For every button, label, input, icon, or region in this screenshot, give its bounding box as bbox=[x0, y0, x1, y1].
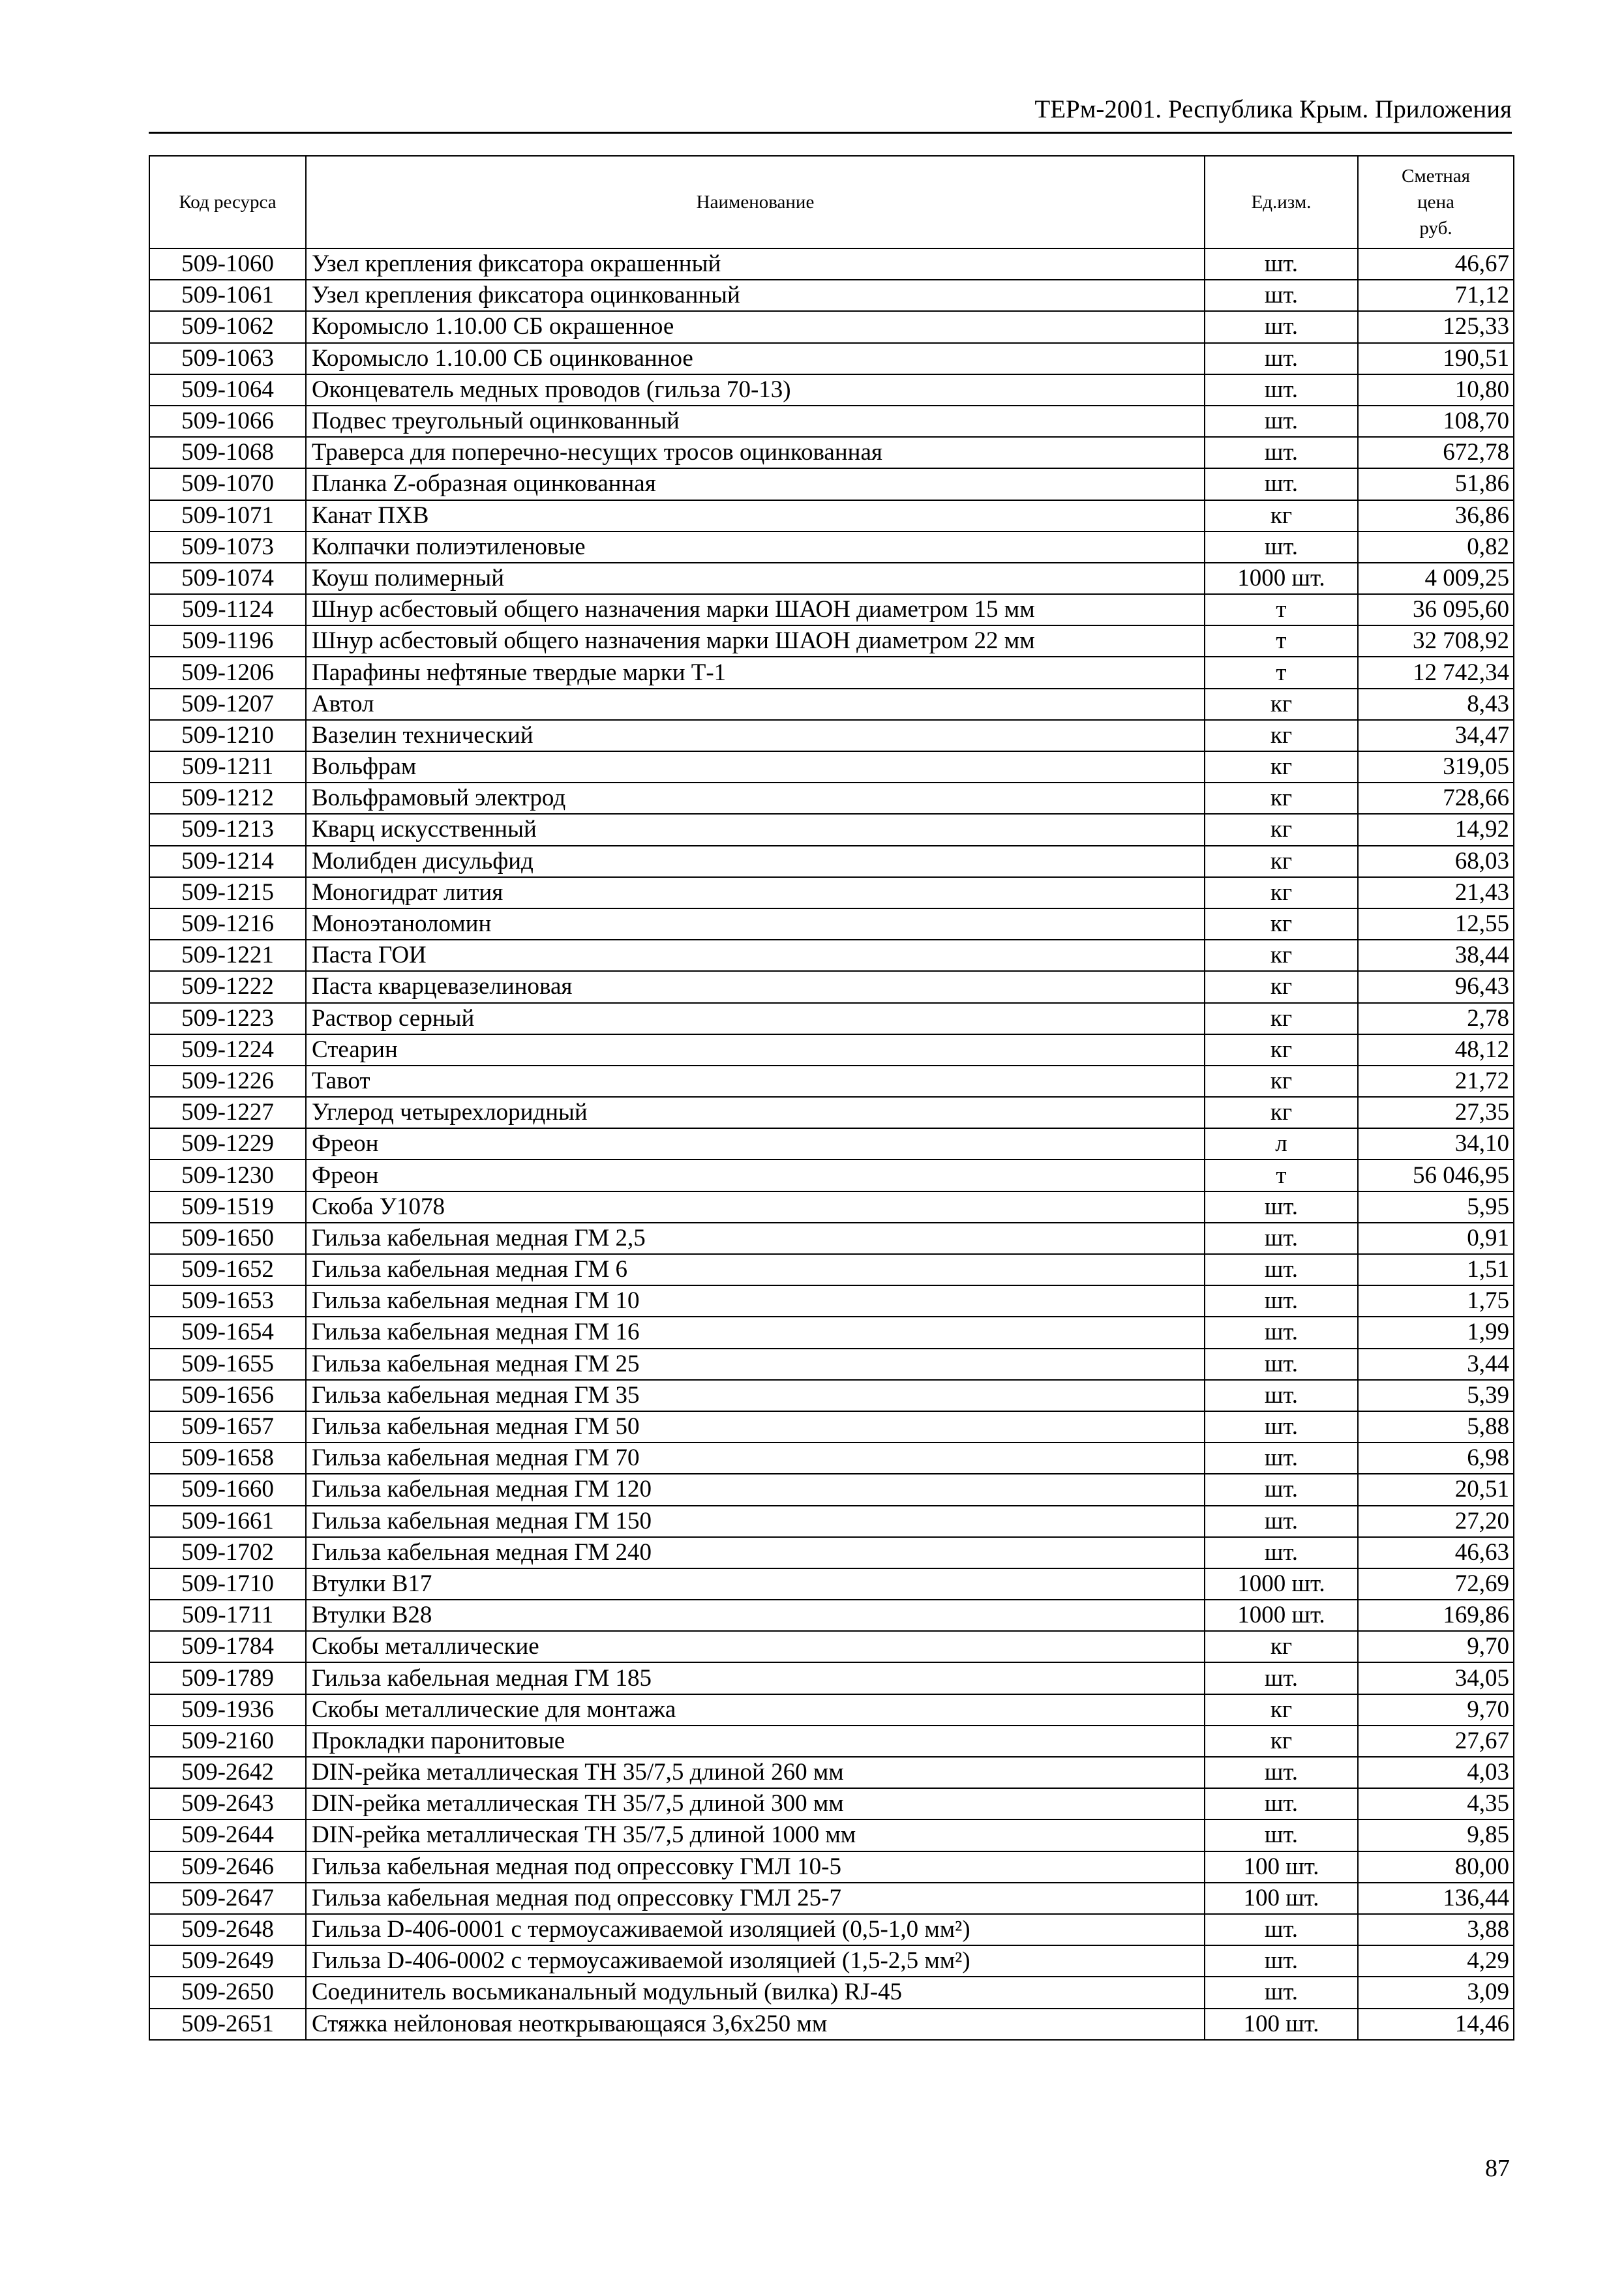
table-row bbox=[149, 940, 1514, 971]
price-cell: 27,67 bbox=[1358, 1726, 1514, 1757]
price-cell: 3,44 bbox=[1358, 1349, 1514, 1380]
item-name-cell: Гильза кабельная медная ГМ 150 bbox=[306, 1506, 1205, 1537]
table-row bbox=[149, 500, 1514, 531]
unit-cell: 100 шт. bbox=[1205, 1851, 1358, 1883]
table-row bbox=[149, 594, 1514, 625]
price-cell: 14,46 bbox=[1358, 2009, 1514, 2040]
price-cell: 4,35 bbox=[1358, 1788, 1514, 1819]
table-row bbox=[149, 1819, 1514, 1851]
resource-code-cell: 509-1070 bbox=[149, 468, 306, 500]
item-name-cell: DIN-рейка металлическая ТН 35/7,5 длиной 1000 мм bbox=[306, 1819, 1205, 1851]
price-cell: 71,12 bbox=[1358, 280, 1514, 311]
table-row bbox=[149, 908, 1514, 940]
unit-cell: шт. bbox=[1205, 1819, 1358, 1851]
unit-cell: л bbox=[1205, 1128, 1358, 1159]
item-name-cell: Шнур асбестовый общего назначения марки ШАОН диаметром 15 мм bbox=[306, 594, 1205, 625]
resource-code-cell: 509-1519 bbox=[149, 1191, 306, 1223]
unit-cell: т bbox=[1205, 657, 1358, 688]
resource-code-cell: 509-1196 bbox=[149, 625, 306, 657]
item-name-cell: DIN-рейка металлическая ТН 35/7,5 длиной 300 мм bbox=[306, 1788, 1205, 1819]
item-name-cell: Стяжка нейлоновая неоткрывающаяся 3,6x250 мм bbox=[306, 2009, 1205, 2040]
resource-code-cell: 509-2643 bbox=[149, 1788, 306, 1819]
item-name-cell: Гильза кабельная медная ГМ 10 bbox=[306, 1285, 1205, 1317]
unit-cell: 100 шт. bbox=[1205, 2009, 1358, 2040]
resource-code-cell: 509-1212 bbox=[149, 783, 306, 814]
price-cell: 108,70 bbox=[1358, 406, 1514, 437]
unit-cell: шт. bbox=[1205, 1788, 1358, 1819]
table-body bbox=[149, 248, 1514, 2040]
item-name-cell: Коромысло 1.10.00 СБ окрашенное bbox=[306, 311, 1205, 342]
resource-code-cell: 509-1655 bbox=[149, 1349, 306, 1380]
item-name-cell: Подвес треугольный оцинкованный bbox=[306, 406, 1205, 437]
unit-cell: кг bbox=[1205, 1003, 1358, 1034]
unit-cell: шт. bbox=[1205, 1977, 1358, 2008]
table-row bbox=[149, 248, 1514, 280]
unit-cell: кг bbox=[1205, 1631, 1358, 1662]
price-cell: 46,63 bbox=[1358, 1537, 1514, 1568]
resource-code-cell: 509-1653 bbox=[149, 1285, 306, 1317]
price-cell: 48,12 bbox=[1358, 1034, 1514, 1066]
resource-code-cell: 509-1061 bbox=[149, 280, 306, 311]
price-cell: 96,43 bbox=[1358, 971, 1514, 1002]
resource-code-cell: 509-1702 bbox=[149, 1537, 306, 1568]
unit-cell: шт. bbox=[1205, 1349, 1358, 1380]
price-cell: 36,86 bbox=[1358, 500, 1514, 531]
table-row bbox=[149, 437, 1514, 468]
resource-code-cell: 509-1654 bbox=[149, 1317, 306, 1348]
table-row bbox=[149, 468, 1514, 500]
table-row bbox=[149, 2009, 1514, 2040]
item-name-cell: Прокладки паронитовые bbox=[306, 1726, 1205, 1757]
unit-cell: кг bbox=[1205, 720, 1358, 751]
table-row bbox=[149, 1128, 1514, 1159]
item-name-cell: Гильза кабельная медная под опрессовку ГМЛ 10-5 bbox=[306, 1851, 1205, 1883]
unit-cell: шт. bbox=[1205, 437, 1358, 468]
price-cell: 0,91 bbox=[1358, 1223, 1514, 1254]
table-row bbox=[149, 720, 1514, 751]
table-row bbox=[149, 1159, 1514, 1191]
resource-code-cell: 509-1215 bbox=[149, 877, 306, 908]
resource-code-cell: 509-2642 bbox=[149, 1757, 306, 1788]
unit-cell: шт. bbox=[1205, 248, 1358, 280]
item-name-cell: Гильза кабельная медная под опрессовку ГМЛ 25-7 bbox=[306, 1883, 1205, 1914]
item-name-cell: Раствор серный bbox=[306, 1003, 1205, 1034]
item-name-cell: Гильза кабельная медная ГМ 50 bbox=[306, 1411, 1205, 1443]
unit-cell: шт. bbox=[1205, 374, 1358, 406]
table-row bbox=[149, 1349, 1514, 1380]
price-cell: 34,05 bbox=[1358, 1662, 1514, 1694]
resource-code-cell: 509-2651 bbox=[149, 2009, 306, 2040]
table-row bbox=[149, 531, 1514, 563]
price-cell: 14,92 bbox=[1358, 814, 1514, 845]
unit-cell: кг bbox=[1205, 940, 1358, 971]
price-cell: 10,80 bbox=[1358, 374, 1514, 406]
table-row bbox=[149, 1977, 1514, 2008]
item-name-cell: Гильза кабельная медная ГМ 120 bbox=[306, 1474, 1205, 1505]
price-cell: 125,33 bbox=[1358, 311, 1514, 342]
column-header-code: Код ресурса bbox=[149, 156, 306, 248]
price-cell: 4,03 bbox=[1358, 1757, 1514, 1788]
table-row bbox=[149, 1506, 1514, 1537]
unit-cell: кг bbox=[1205, 689, 1358, 720]
resource-code-cell: 509-1789 bbox=[149, 1662, 306, 1694]
table-row bbox=[149, 1254, 1514, 1285]
resource-code-cell: 509-1222 bbox=[149, 971, 306, 1002]
resource-code-cell: 509-1213 bbox=[149, 814, 306, 845]
item-name-cell: Узел крепления фиксатора оцинкованный bbox=[306, 280, 1205, 311]
item-name-cell: Моногидрат лития bbox=[306, 877, 1205, 908]
resource-code-cell: 509-2647 bbox=[149, 1883, 306, 1914]
price-cell: 3,09 bbox=[1358, 1977, 1514, 2008]
unit-cell: шт. bbox=[1205, 311, 1358, 342]
price-table bbox=[149, 155, 1514, 2041]
price-cell: 9,70 bbox=[1358, 1694, 1514, 1726]
unit-cell: шт. bbox=[1205, 1945, 1358, 1977]
unit-cell: 1000 шт. bbox=[1205, 563, 1358, 594]
resource-code-cell: 509-1652 bbox=[149, 1254, 306, 1285]
item-name-cell: Вольфрамовый электрод bbox=[306, 783, 1205, 814]
table-row bbox=[149, 689, 1514, 720]
table-row bbox=[149, 1600, 1514, 1631]
price-cell: 72,69 bbox=[1358, 1568, 1514, 1600]
item-name-cell: Гильза кабельная медная ГМ 6 bbox=[306, 1254, 1205, 1285]
column-header-name: Наименование bbox=[306, 156, 1205, 248]
item-name-cell: Гильза D-406-0002 с термоусаживаемой изоляцией (1,5-2,5 мм²) bbox=[306, 1945, 1205, 1977]
price-cell: 21,43 bbox=[1358, 877, 1514, 908]
price-cell: 2,78 bbox=[1358, 1003, 1514, 1034]
price-cell: 136,44 bbox=[1358, 1883, 1514, 1914]
table-row bbox=[149, 1537, 1514, 1568]
table-row bbox=[149, 1097, 1514, 1128]
price-cell: 27,35 bbox=[1358, 1097, 1514, 1128]
table-row bbox=[149, 1066, 1514, 1097]
unit-cell: шт. bbox=[1205, 1537, 1358, 1568]
unit-cell: кг bbox=[1205, 751, 1358, 783]
price-cell: 5,39 bbox=[1358, 1380, 1514, 1411]
table-row bbox=[149, 311, 1514, 342]
resource-code-cell: 509-1710 bbox=[149, 1568, 306, 1600]
table-row bbox=[149, 1568, 1514, 1600]
resource-code-cell: 509-1657 bbox=[149, 1411, 306, 1443]
table-row bbox=[149, 1474, 1514, 1505]
resource-code-cell: 509-1210 bbox=[149, 720, 306, 751]
table-row bbox=[149, 814, 1514, 845]
price-cell: 46,67 bbox=[1358, 248, 1514, 280]
price-cell: 21,72 bbox=[1358, 1066, 1514, 1097]
table-row bbox=[149, 563, 1514, 594]
unit-cell: т bbox=[1205, 594, 1358, 625]
unit-cell: шт. bbox=[1205, 1411, 1358, 1443]
unit-cell: 1000 шт. bbox=[1205, 1600, 1358, 1631]
price-cell: 56 046,95 bbox=[1358, 1159, 1514, 1191]
item-name-cell: Узел крепления фиксатора окрашенный bbox=[306, 248, 1205, 280]
price-cell: 728,66 bbox=[1358, 783, 1514, 814]
unit-cell: 1000 шт. bbox=[1205, 1568, 1358, 1600]
item-name-cell: DIN-рейка металлическая ТН 35/7,5 длиной 260 мм bbox=[306, 1757, 1205, 1788]
item-name-cell: Шнур асбестовый общего назначения марки ШАОН диаметром 22 мм bbox=[306, 625, 1205, 657]
price-cell: 68,03 bbox=[1358, 846, 1514, 877]
table-row bbox=[149, 1191, 1514, 1223]
unit-cell: кг bbox=[1205, 908, 1358, 940]
price-cell: 4,29 bbox=[1358, 1945, 1514, 1977]
resource-code-cell: 509-1656 bbox=[149, 1380, 306, 1411]
price-header-line-2: цена bbox=[1417, 192, 1454, 213]
item-name-cell: Моноэтаноломин bbox=[306, 908, 1205, 940]
unit-cell: шт. bbox=[1205, 1285, 1358, 1317]
item-name-cell: Оконцеватель медных проводов (гильза 70-13) bbox=[306, 374, 1205, 406]
price-cell: 5,95 bbox=[1358, 1191, 1514, 1223]
page-number: 87 bbox=[1485, 2155, 1510, 2182]
price-cell: 1,99 bbox=[1358, 1317, 1514, 1348]
resource-code-cell: 509-2644 bbox=[149, 1819, 306, 1851]
unit-cell: шт. bbox=[1205, 1191, 1358, 1223]
resource-code-cell: 509-1124 bbox=[149, 594, 306, 625]
price-header-line-3: руб. bbox=[1419, 218, 1452, 239]
table-row bbox=[149, 343, 1514, 374]
unit-cell: шт. bbox=[1205, 531, 1358, 563]
table-row bbox=[149, 625, 1514, 657]
resource-code-cell: 509-1784 bbox=[149, 1631, 306, 1662]
item-name-cell: Углерод четырехлоридный bbox=[306, 1097, 1205, 1128]
resource-code-cell: 509-2649 bbox=[149, 1945, 306, 1977]
resource-code-cell: 509-1227 bbox=[149, 1097, 306, 1128]
item-name-cell: Тавот bbox=[306, 1066, 1205, 1097]
item-name-cell: Гильза кабельная медная ГМ 240 bbox=[306, 1537, 1205, 1568]
table-row bbox=[149, 1380, 1514, 1411]
item-name-cell: Кварц искусственный bbox=[306, 814, 1205, 845]
item-name-cell: Коромысло 1.10.00 СБ оцинкованное bbox=[306, 343, 1205, 374]
item-name-cell: Паста ГОИ bbox=[306, 940, 1205, 971]
unit-cell: шт. bbox=[1205, 1317, 1358, 1348]
table-row bbox=[149, 846, 1514, 877]
table-row bbox=[149, 1851, 1514, 1883]
table-row bbox=[149, 280, 1514, 311]
unit-cell: шт. bbox=[1205, 468, 1358, 500]
table-row bbox=[149, 1223, 1514, 1254]
item-name-cell: Парафины нефтяные твердые марки Т-1 bbox=[306, 657, 1205, 688]
unit-cell: т bbox=[1205, 625, 1358, 657]
price-cell: 4 009,25 bbox=[1358, 563, 1514, 594]
resource-code-cell: 509-1207 bbox=[149, 689, 306, 720]
unit-cell: шт. bbox=[1205, 280, 1358, 311]
unit-cell: кг bbox=[1205, 1034, 1358, 1066]
table-row bbox=[149, 1788, 1514, 1819]
resource-code-cell: 509-1658 bbox=[149, 1443, 306, 1474]
unit-cell: кг bbox=[1205, 1097, 1358, 1128]
resource-code-cell: 509-1214 bbox=[149, 846, 306, 877]
resource-code-cell: 509-1060 bbox=[149, 248, 306, 280]
table-row bbox=[149, 1662, 1514, 1694]
unit-cell: кг bbox=[1205, 783, 1358, 814]
item-name-cell: Соединитель восьмиканальный модульный (вилка) RJ-45 bbox=[306, 1977, 1205, 2008]
table-row bbox=[149, 1694, 1514, 1726]
price-cell: 27,20 bbox=[1358, 1506, 1514, 1537]
table-row bbox=[149, 751, 1514, 783]
unit-cell: кг bbox=[1205, 971, 1358, 1002]
resource-code-cell: 509-1661 bbox=[149, 1506, 306, 1537]
resource-code-cell: 509-2646 bbox=[149, 1851, 306, 1883]
unit-cell: кг bbox=[1205, 1694, 1358, 1726]
table-row bbox=[149, 374, 1514, 406]
price-cell: 34,10 bbox=[1358, 1128, 1514, 1159]
item-name-cell: Скоба У1078 bbox=[306, 1191, 1205, 1223]
item-name-cell: Втулки В28 bbox=[306, 1600, 1205, 1631]
resource-code-cell: 509-1073 bbox=[149, 531, 306, 563]
price-cell: 9,70 bbox=[1358, 1631, 1514, 1662]
price-cell: 80,00 bbox=[1358, 1851, 1514, 1883]
table-row bbox=[149, 783, 1514, 814]
item-name-cell: Планка Z-образная оцинкованная bbox=[306, 468, 1205, 500]
unit-cell: шт. bbox=[1205, 1662, 1358, 1694]
price-cell: 169,86 bbox=[1358, 1600, 1514, 1631]
price-cell: 12,55 bbox=[1358, 908, 1514, 940]
unit-cell: кг bbox=[1205, 877, 1358, 908]
table-row bbox=[149, 1034, 1514, 1066]
unit-cell: шт. bbox=[1205, 1757, 1358, 1788]
resource-code-cell: 509-1650 bbox=[149, 1223, 306, 1254]
table-row bbox=[149, 1285, 1514, 1317]
price-cell: 190,51 bbox=[1358, 343, 1514, 374]
resource-code-cell: 509-1066 bbox=[149, 406, 306, 437]
resource-code-cell: 509-1229 bbox=[149, 1128, 306, 1159]
table-row bbox=[149, 1914, 1514, 1945]
table-row bbox=[149, 1317, 1514, 1348]
price-cell: 36 095,60 bbox=[1358, 594, 1514, 625]
unit-cell: шт. bbox=[1205, 1380, 1358, 1411]
price-cell: 51,86 bbox=[1358, 468, 1514, 500]
price-cell: 0,82 bbox=[1358, 531, 1514, 563]
resource-code-cell: 509-2648 bbox=[149, 1914, 306, 1945]
unit-cell: кг bbox=[1205, 1726, 1358, 1757]
table-row bbox=[149, 1945, 1514, 1977]
unit-cell: шт. bbox=[1205, 1506, 1358, 1537]
unit-cell: т bbox=[1205, 1159, 1358, 1191]
item-name-cell: Гильза кабельная медная ГМ 70 bbox=[306, 1443, 1205, 1474]
item-name-cell: Вольфрам bbox=[306, 751, 1205, 783]
price-cell: 5,88 bbox=[1358, 1411, 1514, 1443]
item-name-cell: Паста кварцевазелиновая bbox=[306, 971, 1205, 1002]
unit-cell: кг bbox=[1205, 846, 1358, 877]
column-header-unit: Ед.изм. bbox=[1205, 156, 1358, 248]
price-cell: 9,85 bbox=[1358, 1819, 1514, 1851]
unit-cell: шт. bbox=[1205, 406, 1358, 437]
resource-code-cell: 509-1211 bbox=[149, 751, 306, 783]
price-header-line-1: Сметная bbox=[1402, 166, 1470, 187]
unit-cell: шт. bbox=[1205, 1474, 1358, 1505]
price-cell: 34,47 bbox=[1358, 720, 1514, 751]
table-row bbox=[149, 971, 1514, 1002]
table-row bbox=[149, 1883, 1514, 1914]
resource-code-cell: 509-1063 bbox=[149, 343, 306, 374]
resource-code-cell: 509-1936 bbox=[149, 1694, 306, 1726]
unit-cell: кг bbox=[1205, 1066, 1358, 1097]
table-row bbox=[149, 1631, 1514, 1662]
resource-code-cell: 509-1068 bbox=[149, 437, 306, 468]
unit-cell: кг bbox=[1205, 814, 1358, 845]
item-name-cell: Траверса для поперечно-несущих тросов оцинкованная bbox=[306, 437, 1205, 468]
page-header: ТЕРм-2001. Республика Крым. Приложения bbox=[149, 91, 1512, 134]
unit-cell: шт. bbox=[1205, 343, 1358, 374]
resource-code-cell: 509-1071 bbox=[149, 500, 306, 531]
resource-code-cell: 509-2160 bbox=[149, 1726, 306, 1757]
resource-code-cell: 509-1230 bbox=[149, 1159, 306, 1191]
item-name-cell: Фреон bbox=[306, 1128, 1205, 1159]
price-cell: 12 742,34 bbox=[1358, 657, 1514, 688]
header-row bbox=[149, 156, 1514, 248]
price-cell: 1,51 bbox=[1358, 1254, 1514, 1285]
item-name-cell: Стеарин bbox=[306, 1034, 1205, 1066]
table-row bbox=[149, 1003, 1514, 1034]
table-row bbox=[149, 1726, 1514, 1757]
table-row bbox=[149, 1757, 1514, 1788]
resource-code-cell: 509-1064 bbox=[149, 374, 306, 406]
price-cell: 672,78 bbox=[1358, 437, 1514, 468]
item-name-cell: Коуш полимерный bbox=[306, 563, 1205, 594]
item-name-cell: Вазелин технический bbox=[306, 720, 1205, 751]
item-name-cell: Гильза D-406-0001 с термоусаживаемой изоляцией (0,5-1,0 мм²) bbox=[306, 1914, 1205, 1945]
unit-cell: шт. bbox=[1205, 1254, 1358, 1285]
item-name-cell: Молибден дисульфид bbox=[306, 846, 1205, 877]
item-name-cell: Автол bbox=[306, 689, 1205, 720]
price-cell: 20,51 bbox=[1358, 1474, 1514, 1505]
item-name-cell: Гильза кабельная медная ГМ 2,5 bbox=[306, 1223, 1205, 1254]
resource-code-cell: 509-1226 bbox=[149, 1066, 306, 1097]
unit-cell: 100 шт. bbox=[1205, 1883, 1358, 1914]
item-name-cell: Скобы металлические bbox=[306, 1631, 1205, 1662]
resource-code-cell: 509-1711 bbox=[149, 1600, 306, 1631]
item-name-cell: Втулки В17 bbox=[306, 1568, 1205, 1600]
item-name-cell: Гильза кабельная медная ГМ 185 bbox=[306, 1662, 1205, 1694]
table-row bbox=[149, 657, 1514, 688]
table-row bbox=[149, 1443, 1514, 1474]
price-cell: 6,98 bbox=[1358, 1443, 1514, 1474]
item-name-cell: Гильза кабельная медная ГМ 25 bbox=[306, 1349, 1205, 1380]
resource-code-cell: 509-1074 bbox=[149, 563, 306, 594]
price-cell: 319,05 bbox=[1358, 751, 1514, 783]
item-name-cell: Фреон bbox=[306, 1159, 1205, 1191]
table-row bbox=[149, 406, 1514, 437]
item-name-cell: Гильза кабельная медная ГМ 35 bbox=[306, 1380, 1205, 1411]
resource-code-cell: 509-1223 bbox=[149, 1003, 306, 1034]
table-header bbox=[149, 156, 1514, 248]
price-cell: 1,75 bbox=[1358, 1285, 1514, 1317]
resource-code-cell: 509-1224 bbox=[149, 1034, 306, 1066]
unit-cell: кг bbox=[1205, 500, 1358, 531]
price-cell: 32 708,92 bbox=[1358, 625, 1514, 657]
price-cell: 3,88 bbox=[1358, 1914, 1514, 1945]
column-header-price bbox=[1358, 156, 1514, 248]
item-name-cell: Скобы металлические для монтажа bbox=[306, 1694, 1205, 1726]
unit-cell: шт. bbox=[1205, 1443, 1358, 1474]
resource-code-cell: 509-1206 bbox=[149, 657, 306, 688]
table-row bbox=[149, 1411, 1514, 1443]
resource-code-cell: 509-1216 bbox=[149, 908, 306, 940]
resource-code-cell: 509-1062 bbox=[149, 311, 306, 342]
resource-code-cell: 509-1660 bbox=[149, 1474, 306, 1505]
price-cell: 38,44 bbox=[1358, 940, 1514, 971]
resource-code-cell: 509-1221 bbox=[149, 940, 306, 971]
unit-cell: шт. bbox=[1205, 1223, 1358, 1254]
table-row bbox=[149, 877, 1514, 908]
item-name-cell: Канат ПХВ bbox=[306, 500, 1205, 531]
item-name-cell: Гильза кабельная медная ГМ 16 bbox=[306, 1317, 1205, 1348]
item-name-cell: Колпачки полиэтиленовые bbox=[306, 531, 1205, 563]
resource-code-cell: 509-2650 bbox=[149, 1977, 306, 2008]
price-cell: 8,43 bbox=[1358, 689, 1514, 720]
unit-cell: шт. bbox=[1205, 1914, 1358, 1945]
